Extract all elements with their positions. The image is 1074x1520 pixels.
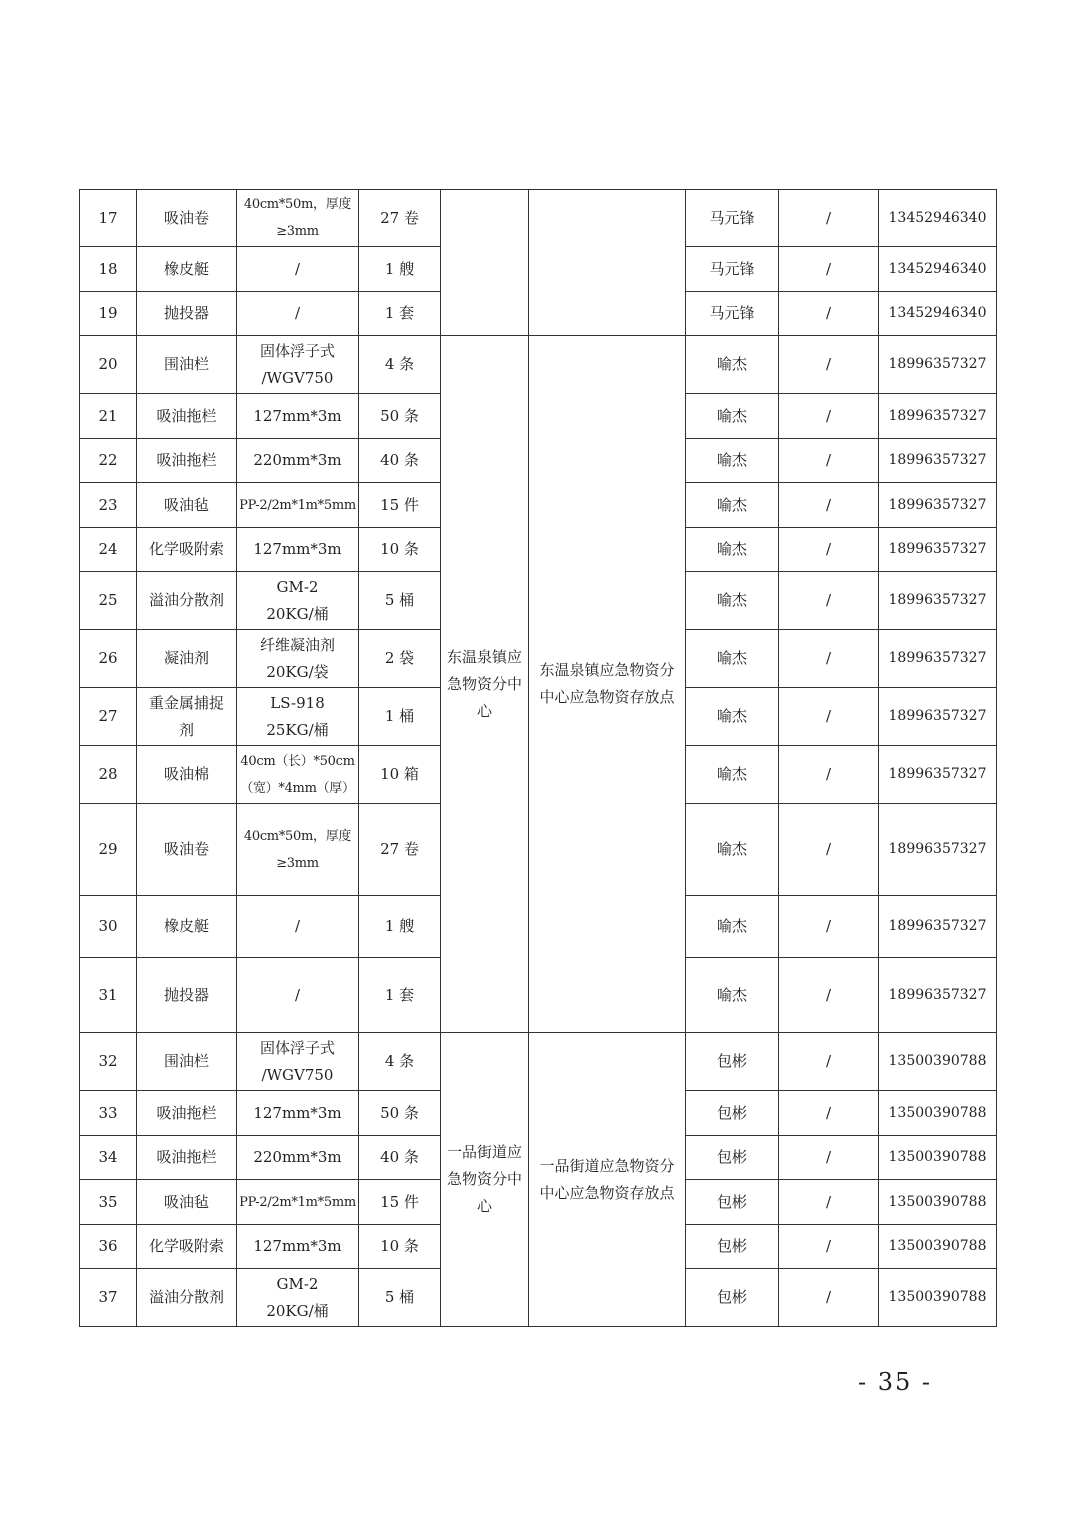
row-number: 34	[80, 1136, 137, 1180]
cell-line: 剂	[178, 720, 194, 739]
item-spec	[237, 336, 359, 394]
contact-phone: 18996357327	[879, 483, 997, 528]
contact-extra: /	[779, 483, 879, 528]
contact-person: 喻杰	[686, 439, 779, 483]
item-quantity: 1 艘	[359, 896, 441, 958]
cell-line: 固体浮子式	[259, 341, 335, 360]
contact-extra: /	[779, 572, 879, 630]
contact-extra: /	[779, 247, 879, 292]
item-quantity: 4 条	[359, 336, 441, 394]
contact-extra: /	[779, 1225, 879, 1269]
contact-person: 马元锋	[686, 247, 779, 292]
cell-line: 一品街道应急物资分	[539, 1156, 675, 1175]
item-quantity: 1 艘	[359, 247, 441, 292]
item-spec	[237, 1033, 359, 1091]
table-row	[80, 336, 997, 394]
cell-line: LS-918	[270, 693, 325, 712]
cell-line: 心	[476, 1197, 492, 1215]
cell-line: 127mm*3m	[253, 1237, 342, 1255]
contact-person: 包彬	[686, 1225, 779, 1269]
item-quantity: 40 条	[359, 439, 441, 483]
row-number: 22	[80, 439, 137, 483]
row-number: 28	[80, 746, 137, 804]
cell-line: 固体浮子式	[259, 1038, 335, 1057]
contact-phone: 13452946340	[879, 190, 997, 247]
item-quantity: 10 条	[359, 528, 441, 572]
contact-phone: 18996357327	[879, 958, 997, 1033]
contact-phone: 13500390788	[879, 1225, 997, 1269]
item-name: 溢油分散剂	[137, 1269, 237, 1327]
contact-person: 马元锋	[686, 292, 779, 336]
row-number: 32	[80, 1033, 137, 1091]
row-number: 30	[80, 896, 137, 958]
contact-person: 包彬	[686, 1033, 779, 1091]
contact-person: 包彬	[686, 1091, 779, 1136]
item-quantity: 10 条	[359, 1225, 441, 1269]
row-number: 18	[80, 247, 137, 292]
item-name: 吸油棉	[137, 746, 237, 804]
cell-line: 25KG/桶	[266, 720, 329, 739]
contact-person: 喻杰	[686, 688, 779, 746]
cell-line: 20KG/袋	[266, 662, 329, 681]
row-number: 17	[80, 190, 137, 247]
item-quantity: 50 条	[359, 1091, 441, 1136]
row-number: 26	[80, 630, 137, 688]
cell-line: /	[294, 304, 301, 322]
owner-unit	[441, 190, 529, 336]
row-number: 29	[80, 804, 137, 896]
item-name	[137, 688, 237, 746]
contact-phone: 18996357327	[879, 896, 997, 958]
contact-phone: 18996357327	[879, 630, 997, 688]
item-quantity: 50 条	[359, 394, 441, 439]
item-spec	[237, 1136, 359, 1180]
contact-person: 喻杰	[686, 528, 779, 572]
item-name: 吸油拖栏	[137, 439, 237, 483]
item-spec	[237, 688, 359, 746]
contact-extra: /	[779, 394, 879, 439]
page-number: - 35 -	[858, 1368, 933, 1396]
item-quantity: 1 套	[359, 958, 441, 1033]
materials-table-body	[80, 190, 997, 1327]
contact-extra: /	[779, 1136, 879, 1180]
contact-person: 喻杰	[686, 336, 779, 394]
storage-location	[529, 190, 686, 336]
cell-line: 127mm*3m	[253, 540, 342, 558]
contact-phone: 18996357327	[879, 572, 997, 630]
item-name: 抛投器	[137, 958, 237, 1033]
contact-extra: /	[779, 439, 879, 483]
item-spec	[237, 247, 359, 292]
contact-phone: 18996357327	[879, 746, 997, 804]
item-spec	[237, 572, 359, 630]
item-quantity: 1 桶	[359, 688, 441, 746]
cell-line: 127mm*3m	[253, 406, 342, 425]
contact-phone: 18996357327	[879, 804, 997, 896]
item-spec	[237, 804, 359, 896]
item-name: 吸油拖栏	[137, 394, 237, 439]
contact-person: 喻杰	[686, 746, 779, 804]
item-quantity: 2 袋	[359, 630, 441, 688]
contact-extra: /	[779, 958, 879, 1033]
contact-extra: /	[779, 336, 879, 394]
storage-location	[529, 1033, 686, 1327]
item-spec	[237, 958, 359, 1033]
contact-phone: 13500390788	[879, 1033, 997, 1091]
cell-line: 40cm（长）*50cm	[240, 753, 355, 769]
item-spec	[237, 483, 359, 528]
item-quantity: 15 件	[359, 483, 441, 528]
contact-person: 喻杰	[686, 958, 779, 1033]
row-number: 19	[80, 292, 137, 336]
cell-line: 40cm*50m，厚度	[243, 197, 352, 212]
item-spec	[237, 439, 359, 483]
row-number: 27	[80, 688, 137, 746]
contact-phone: 13452946340	[879, 247, 997, 292]
item-spec	[237, 896, 359, 958]
contact-extra: /	[779, 804, 879, 896]
cell-line: 急物资分中	[446, 674, 522, 693]
cell-line: 重金属捕捉	[148, 693, 224, 712]
table-row	[80, 1033, 997, 1091]
item-quantity: 5 桶	[359, 1269, 441, 1327]
item-name: 围油栏	[137, 1033, 237, 1091]
item-quantity: 10 箱	[359, 746, 441, 804]
cell-line: ≥3mm	[276, 855, 319, 871]
item-quantity: 1 套	[359, 292, 441, 336]
item-name: 化学吸附索	[137, 528, 237, 572]
item-name: 化学吸附索	[137, 1225, 237, 1269]
cell-line: 40cm*50m，厚度	[243, 828, 352, 844]
item-name: 溢油分散剂	[137, 572, 237, 630]
item-spec	[237, 528, 359, 572]
contact-person: 喻杰	[686, 804, 779, 896]
cell-line: GM-2	[276, 577, 319, 596]
item-spec	[237, 630, 359, 688]
item-name: 吸油卷	[137, 804, 237, 896]
item-quantity: 40 条	[359, 1136, 441, 1180]
contact-person: 喻杰	[686, 630, 779, 688]
contact-extra: /	[779, 1091, 879, 1136]
contact-extra: /	[779, 1269, 879, 1327]
storage-location	[529, 336, 686, 1033]
owner-unit	[441, 336, 529, 1033]
item-name: 凝油剂	[137, 630, 237, 688]
contact-extra: /	[779, 1033, 879, 1091]
item-quantity: 4 条	[359, 1033, 441, 1091]
cell-line: ≥3mm	[276, 224, 319, 239]
item-quantity: 27 卷	[359, 190, 441, 247]
item-name: 围油栏	[137, 336, 237, 394]
contact-person: 包彬	[686, 1269, 779, 1327]
row-number: 20	[80, 336, 137, 394]
row-number: 25	[80, 572, 137, 630]
item-quantity: 15 件	[359, 1180, 441, 1225]
contact-phone: 13500390788	[879, 1136, 997, 1180]
cell-line: 20KG/桶	[266, 1301, 329, 1320]
contact-phone: 18996357327	[879, 688, 997, 746]
cell-line: 中心应急物资存放点	[539, 688, 675, 706]
contact-person: 马元锋	[686, 190, 779, 247]
contact-phone: 18996357327	[879, 528, 997, 572]
row-number: 35	[80, 1180, 137, 1225]
contact-person: 喻杰	[686, 394, 779, 439]
table-row	[80, 190, 997, 247]
contact-extra: /	[779, 896, 879, 958]
cell-line: 中心应急物资存放点	[539, 1183, 675, 1202]
item-name: 吸油拖栏	[137, 1136, 237, 1180]
cell-line: /	[294, 985, 301, 1004]
item-spec	[237, 746, 359, 804]
cell-line: PP-2/2m*1m*5mm	[239, 1194, 356, 1210]
item-name: 吸油毡	[137, 1180, 237, 1225]
item-name: 吸油卷	[137, 190, 237, 247]
row-number: 23	[80, 483, 137, 528]
contact-person: 包彬	[686, 1180, 779, 1225]
cell-line: 东温泉镇应	[446, 647, 522, 666]
row-number: 31	[80, 958, 137, 1033]
cell-line: 220mm*3m	[253, 1148, 342, 1166]
item-name: 橡皮艇	[137, 896, 237, 958]
contact-extra: /	[779, 746, 879, 804]
cell-line: 20KG/桶	[266, 604, 329, 623]
item-name: 吸油毡	[137, 483, 237, 528]
cell-line: 127mm*3m	[253, 1103, 342, 1122]
cell-line: 急物资分中	[446, 1170, 522, 1188]
contact-phone: 13500390788	[879, 1180, 997, 1225]
contact-phone: 13500390788	[879, 1091, 997, 1136]
item-spec	[237, 1225, 359, 1269]
item-spec	[237, 394, 359, 439]
contact-extra: /	[779, 190, 879, 247]
cell-line: /	[294, 259, 301, 278]
cell-line: （宽）*4mm（厚）	[240, 780, 355, 796]
item-quantity: 27 卷	[359, 804, 441, 896]
cell-line: 东温泉镇应急物资分	[539, 661, 675, 679]
item-spec	[237, 292, 359, 336]
row-number: 33	[80, 1091, 137, 1136]
contact-person: 包彬	[686, 1136, 779, 1180]
contact-extra: /	[779, 528, 879, 572]
item-spec	[237, 1269, 359, 1327]
contact-phone: 18996357327	[879, 336, 997, 394]
row-number: 36	[80, 1225, 137, 1269]
contact-extra: /	[779, 688, 879, 746]
contact-phone: 18996357327	[879, 394, 997, 439]
contact-person: 喻杰	[686, 572, 779, 630]
cell-line: PP-2/2m*1m*5mm	[239, 497, 356, 513]
contact-phone: 13500390788	[879, 1269, 997, 1327]
contact-phone: 13452946340	[879, 292, 997, 336]
item-spec	[237, 1091, 359, 1136]
item-name: 抛投器	[137, 292, 237, 336]
owner-unit	[441, 1033, 529, 1327]
cell-line: /	[294, 917, 301, 935]
contact-person: 喻杰	[686, 483, 779, 528]
item-name: 吸油拖栏	[137, 1091, 237, 1136]
cell-line: GM-2	[276, 1274, 319, 1293]
row-number: 37	[80, 1269, 137, 1327]
item-name: 橡皮艇	[137, 247, 237, 292]
cell-line: /WGV750	[261, 1065, 334, 1084]
item-spec	[237, 190, 359, 247]
item-quantity: 5 桶	[359, 572, 441, 630]
row-number: 24	[80, 528, 137, 572]
row-number: 21	[80, 394, 137, 439]
contact-person: 喻杰	[686, 896, 779, 958]
item-spec	[237, 1180, 359, 1225]
materials-table	[79, 189, 997, 1327]
cell-line: 心	[476, 701, 492, 720]
contact-extra: /	[779, 1180, 879, 1225]
cell-line: 纤维凝油剂	[259, 635, 335, 654]
contact-extra: /	[779, 630, 879, 688]
contact-phone: 18996357327	[879, 439, 997, 483]
cell-line: 220mm*3m	[253, 451, 342, 469]
cell-line: 一品街道应	[446, 1143, 522, 1161]
cell-line: /WGV750	[261, 368, 334, 387]
contact-extra: /	[779, 292, 879, 336]
